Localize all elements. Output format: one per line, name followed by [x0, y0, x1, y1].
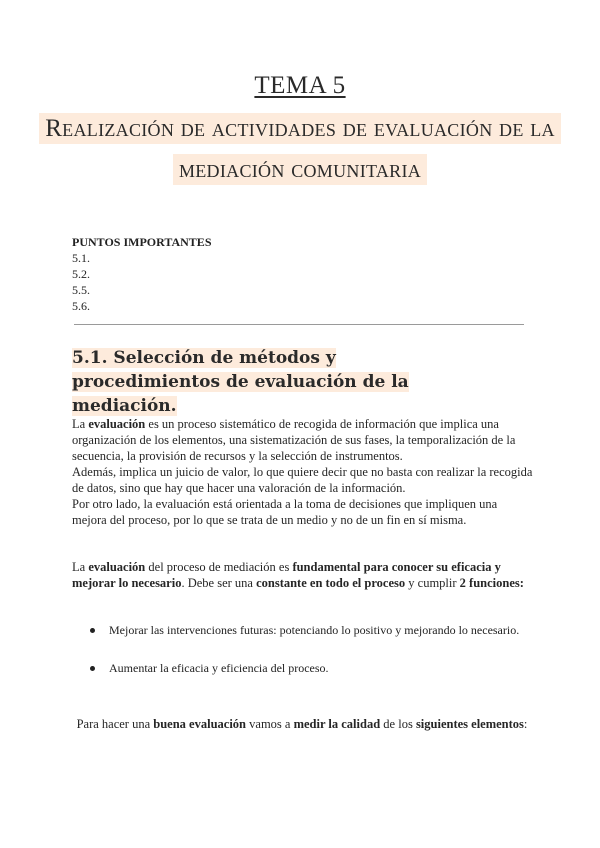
topic-number: TEMA 5	[254, 72, 346, 99]
important-point-item: 5.5.	[72, 283, 90, 297]
text-run: . Debe ser una	[181, 576, 257, 590]
text-run: es un proceso sistemático de recogida de información que implica una organización de los elementos, una sistematización de sus fases, la temporalización de la secuencia, la provisión de recursos y la selección de instrumentos.	[72, 417, 516, 463]
important-points	[72, 234, 532, 314]
text-run: Por otro lado, la evaluación está orientada a la toma de decisiones que impliquen una mejora del proceso, por lo que se trata de un medio y no de un fin en sí misma.	[72, 497, 498, 527]
list-item-text: Aumentar la eficacia y eficiencia del proceso.	[109, 661, 329, 675]
text-run: La	[72, 560, 89, 574]
title-block	[0, 68, 600, 192]
bold-term: constante en todo el proceso	[256, 576, 406, 590]
bold-term: evaluación	[88, 417, 146, 431]
paragraph-evaluation-elements	[72, 716, 532, 732]
bullet-icon	[90, 666, 95, 671]
important-point-item: 5.1.	[72, 251, 90, 265]
paragraph-evaluation-definition	[72, 416, 534, 528]
text-run: de los	[380, 717, 416, 731]
bold-term: buena evaluación	[153, 717, 247, 731]
bold-term: medir la calidad	[293, 717, 381, 731]
topic-title	[0, 110, 600, 192]
important-points-heading: PUNTOS IMPORTANTES	[72, 235, 212, 249]
text-run: La	[72, 417, 89, 431]
important-point-item: 5.2.	[72, 267, 90, 281]
bold-term: siguientes elementos	[415, 717, 524, 731]
section-heading	[72, 346, 472, 418]
horizontal-divider	[74, 324, 524, 325]
text-run: y cumplir	[405, 576, 460, 590]
bullet-list	[72, 622, 532, 698]
section-heading-text: 5.1. Selección de métodos y procedimientos de evaluación de la mediación.	[72, 348, 409, 416]
text-run: Para hacer una	[76, 717, 154, 731]
text-run: :	[523, 717, 528, 731]
paragraph-evaluation-functions	[72, 559, 534, 591]
list-item	[72, 622, 532, 638]
text-run: Además, implica un juicio de valor, lo que quiere decir que no basta con realizar la recogida de datos, sino que hay que hacer una valoración de la información.	[72, 465, 533, 495]
bold-term: fundamental para conocer su eficacia y mejorar lo necesario	[72, 560, 501, 590]
topic-title-line-1: Realización de actividades de evaluación de la	[39, 113, 561, 144]
topic-title-line-2: mediación comunitaria	[173, 154, 427, 185]
bold-term: 2 funciones:	[459, 576, 524, 590]
list-item-text: Mejorar las intervenciones futuras: potenciando lo positivo y mejorando lo necesario.	[109, 623, 520, 637]
text-run: vamos a	[246, 717, 294, 731]
list-item	[72, 660, 532, 676]
bold-term: evaluación	[88, 560, 146, 574]
important-point-item: 5.6.	[72, 299, 90, 313]
text-run: del proceso de mediación es	[145, 560, 293, 574]
bullet-icon	[90, 628, 95, 633]
